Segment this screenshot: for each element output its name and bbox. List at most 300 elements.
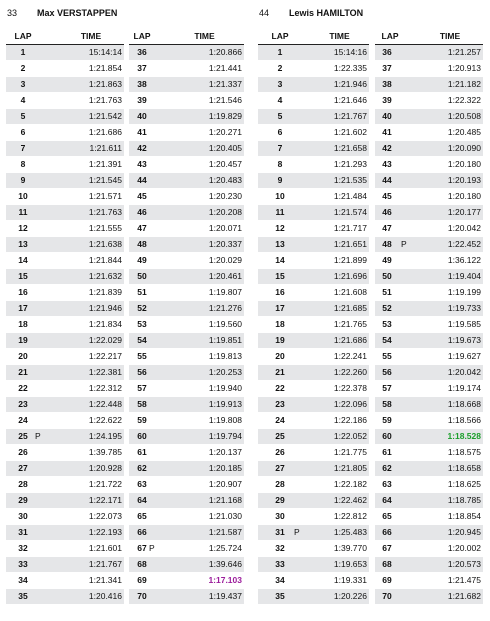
- lap-number: 25: [275, 431, 285, 441]
- lap-time: 1:20.177: [447, 207, 481, 217]
- lap-number: 47: [137, 223, 147, 233]
- table-row: [6, 493, 124, 509]
- lap-number: 69: [137, 575, 147, 585]
- table-row: [129, 301, 244, 317]
- table-row: [129, 285, 244, 301]
- lap-time: 1:22.029: [88, 335, 122, 345]
- lap-cell: [258, 205, 302, 220]
- lap-time: 1:21.293: [333, 159, 367, 169]
- lap-number: 21: [18, 367, 28, 377]
- lap-cell: [258, 269, 302, 284]
- table-row: [129, 477, 244, 493]
- lap-time: 1:22.073: [88, 511, 122, 521]
- lap-cell: [6, 173, 40, 188]
- lap-number: 38: [137, 79, 147, 89]
- table-row: [258, 525, 369, 541]
- table-row: [129, 205, 244, 221]
- driver-number: 33: [7, 8, 18, 18]
- lap-cell: [375, 381, 405, 396]
- table-row: [375, 45, 483, 61]
- lap-cell: [375, 493, 405, 508]
- lap-time: 1:19.807: [208, 287, 242, 297]
- table-row: [258, 413, 369, 429]
- lap-number: 47: [382, 223, 392, 233]
- table-body: [258, 45, 369, 605]
- table-row: [6, 93, 124, 109]
- lap-cell: [129, 221, 155, 236]
- lap-time: 1:20.913: [447, 63, 481, 73]
- lap-number: 28: [18, 479, 28, 489]
- lap-time: 1:21.555: [88, 223, 122, 233]
- table-row: [258, 589, 369, 605]
- table-row: [258, 509, 369, 525]
- lap-number: 68: [382, 559, 392, 569]
- pit-stop-marker: P: [35, 431, 41, 441]
- table-row: [258, 45, 369, 61]
- lap-time: 1:19.813: [208, 351, 242, 361]
- lap-number: 2: [277, 63, 283, 73]
- lap-number: 53: [137, 319, 147, 329]
- table-row: [6, 349, 124, 365]
- table-row: [375, 253, 483, 269]
- lap-number: 38: [382, 79, 392, 89]
- table-row: [129, 557, 244, 573]
- table-row: [375, 509, 483, 525]
- table-row: [129, 397, 244, 413]
- lap-column-header: LAP: [14, 31, 32, 41]
- lap-number: 36: [382, 47, 392, 57]
- table-row: [375, 365, 483, 381]
- table-row: [129, 541, 244, 557]
- lap-cell: [375, 557, 405, 572]
- lap-cell: [6, 573, 40, 588]
- lap-time: 1:39.770: [333, 543, 367, 553]
- lap-column-header: LAP: [381, 31, 399, 41]
- lap-number: 10: [18, 191, 28, 201]
- table-row: [129, 237, 244, 253]
- lap-time: 1:20.071: [208, 223, 242, 233]
- lap-number: 39: [382, 95, 392, 105]
- lap-time: 1:21.341: [88, 575, 122, 585]
- lap-number: 26: [275, 447, 285, 457]
- lap-time: 1:22.182: [333, 479, 367, 489]
- lap-cell: [258, 125, 302, 140]
- lap-number: 20: [18, 351, 28, 361]
- lap-cell: [375, 45, 405, 60]
- lap-column-header: LAP: [271, 31, 289, 41]
- table-row: [129, 349, 244, 365]
- lap-number: 27: [275, 463, 285, 473]
- lap-time: 1:21.571: [88, 191, 122, 201]
- lap-cell: [375, 125, 405, 140]
- lap-time: 1:21.535: [333, 175, 367, 185]
- lap-times-table: [375, 29, 483, 605]
- table-row: [375, 573, 483, 589]
- lap-time: 1:22.193: [88, 527, 122, 537]
- lap-number: 11: [275, 207, 285, 217]
- table-row: [129, 93, 244, 109]
- lap-cell: [129, 237, 155, 252]
- table-row: [129, 573, 244, 589]
- lap-cell: [129, 493, 155, 508]
- lap-number: 24: [275, 415, 285, 425]
- lap-cell: [129, 157, 155, 172]
- lap-number: 70: [382, 591, 392, 601]
- lap-cell: [6, 45, 40, 60]
- lap-time: 1:20.029: [208, 255, 242, 265]
- lap-number: 20: [275, 351, 285, 361]
- lap-number: 29: [275, 495, 285, 505]
- table-row: [375, 461, 483, 477]
- lap-number: 68: [137, 559, 147, 569]
- lap-cell: [375, 61, 405, 76]
- lap-number: 48: [382, 239, 392, 249]
- lap-time: 1:22.186: [333, 415, 367, 425]
- lap-cell: [129, 477, 155, 492]
- lap-number: 56: [137, 367, 147, 377]
- lap-number: 57: [382, 383, 392, 393]
- table-row: [375, 173, 483, 189]
- table-row: [129, 413, 244, 429]
- lap-time: 1:21.686: [88, 127, 122, 137]
- lap-cell: [375, 477, 405, 492]
- table-row: [6, 173, 124, 189]
- lap-time: 1:19.733: [447, 303, 481, 313]
- table-row: [258, 477, 369, 493]
- lap-cell: [375, 541, 405, 556]
- lap-cell: [375, 189, 405, 204]
- lap-number: 55: [137, 351, 147, 361]
- table-row: [6, 557, 124, 573]
- table-row: [129, 221, 244, 237]
- lap-time: 1:22.462: [333, 495, 367, 505]
- lap-cell: [258, 381, 302, 396]
- table-row: [129, 77, 244, 93]
- lap-time: 1:19.404: [447, 271, 481, 281]
- lap-time: 1:18.785: [447, 495, 481, 505]
- table-header: [129, 29, 244, 45]
- table-row: [258, 285, 369, 301]
- lap-number: 45: [137, 191, 147, 201]
- table-row: [6, 269, 124, 285]
- lap-time: 1:20.907: [208, 479, 242, 489]
- lap-time: 1:19.673: [447, 335, 481, 345]
- fastest-overall-lap-time: 1:17.103: [208, 575, 242, 585]
- lap-cell: [6, 509, 40, 524]
- lap-time: 1:22.217: [88, 351, 122, 361]
- table-row: [129, 125, 244, 141]
- lap-number: 35: [275, 591, 285, 601]
- lap-time: 1:21.899: [333, 255, 367, 265]
- lap-number: 61: [382, 447, 392, 457]
- lap-number: 42: [382, 143, 392, 153]
- table-row: [375, 557, 483, 573]
- table-row: [375, 445, 483, 461]
- table-row: [258, 445, 369, 461]
- lap-cell: [6, 221, 40, 236]
- lap-time: 1:21.946: [333, 79, 367, 89]
- lap-time: 1:21.475: [447, 575, 481, 585]
- lap-times-table: [6, 29, 124, 605]
- lap-number: 49: [137, 255, 147, 265]
- lap-time: 15:14:16: [333, 47, 367, 57]
- lap-cell: [129, 269, 155, 284]
- table-row: [258, 221, 369, 237]
- table-row: [129, 173, 244, 189]
- lap-time: 1:20.866: [208, 47, 242, 57]
- lap-cell: [375, 429, 405, 444]
- lap-number: 36: [137, 47, 147, 57]
- lap-number: 60: [382, 431, 392, 441]
- table-body: [129, 45, 244, 605]
- lap-number: 46: [137, 207, 147, 217]
- lap-cell: [129, 397, 155, 412]
- lap-number: 51: [382, 287, 392, 297]
- lap-time: 15:14:14: [88, 47, 122, 57]
- lap-time: 1:18.575: [447, 447, 481, 457]
- lap-cell: [258, 61, 302, 76]
- lap-time: 1:20.002: [447, 543, 481, 553]
- lap-number: 6: [20, 127, 26, 137]
- lap-column-header: LAP: [133, 31, 151, 41]
- lap-cell: [258, 365, 302, 380]
- lap-time: 1:21.839: [88, 287, 122, 297]
- table-row: [375, 477, 483, 493]
- table-row: [375, 93, 483, 109]
- lap-time: 1:18.566: [447, 415, 481, 425]
- lap-cell: [6, 381, 40, 396]
- table-row: [375, 333, 483, 349]
- table-row: [375, 301, 483, 317]
- lap-time: 1:21.257: [447, 47, 481, 57]
- driver-header: [259, 6, 363, 20]
- lap-cell: [375, 349, 405, 364]
- table-row: [129, 141, 244, 157]
- lap-cell: [129, 573, 155, 588]
- driver-number: 44: [259, 8, 270, 18]
- lap-time: 1:19.331: [333, 575, 367, 585]
- lap-cell: [375, 589, 405, 604]
- lap-time: 1:21.767: [333, 111, 367, 121]
- table-row: [6, 253, 124, 269]
- lap-time: 1:20.137: [208, 447, 242, 457]
- table-row: [129, 509, 244, 525]
- lap-number: 15: [18, 271, 28, 281]
- lap-cell: [129, 285, 155, 300]
- lap-cell: [375, 253, 405, 268]
- table-row: [375, 349, 483, 365]
- lap-number: 50: [137, 271, 147, 281]
- lap-cell: [375, 317, 405, 332]
- lap-cell: [129, 189, 155, 204]
- lap-time: 1:20.483: [208, 175, 242, 185]
- table-row: [258, 93, 369, 109]
- lap-time: 1:20.208: [208, 207, 242, 217]
- lap-cell: [375, 205, 405, 220]
- table-row: [6, 45, 124, 61]
- lap-cell: [258, 349, 302, 364]
- lap-cell: [6, 397, 40, 412]
- lap-number: 66: [137, 527, 147, 537]
- lap-time: 1:22.322: [447, 95, 481, 105]
- table-row: [6, 125, 124, 141]
- lap-number: 42: [137, 143, 147, 153]
- lap-number: 6: [277, 127, 283, 137]
- lap-time: 1:21.834: [88, 319, 122, 329]
- lap-cell: [258, 301, 302, 316]
- lap-time: 1:21.546: [208, 95, 242, 105]
- table-row: [258, 125, 369, 141]
- table-row: [129, 45, 244, 61]
- table-row: [6, 237, 124, 253]
- lap-number: 43: [382, 159, 392, 169]
- lap-time: 1:21.337: [208, 79, 242, 89]
- table-row: [129, 61, 244, 77]
- table-row: [6, 301, 124, 317]
- table-row: [375, 237, 483, 253]
- lap-time: 1:19.940: [208, 383, 242, 393]
- lap-number: 40: [382, 111, 392, 121]
- lap-cell: [129, 173, 155, 188]
- lap-time: 1:19.437: [208, 591, 242, 601]
- table-row: [375, 77, 483, 93]
- table-row: [258, 77, 369, 93]
- lap-time: 1:21.946: [88, 303, 122, 313]
- lap-number: 34: [18, 575, 28, 585]
- table-row: [375, 525, 483, 541]
- lap-cell: [375, 397, 405, 412]
- lap-cell: [6, 189, 40, 204]
- lap-number: 61: [137, 447, 147, 457]
- lap-cell: [129, 509, 155, 524]
- table-body: [6, 45, 124, 605]
- pit-stop-marker: P: [149, 543, 155, 553]
- table-row: [6, 317, 124, 333]
- lap-cell: [6, 349, 40, 364]
- lap-number: 27: [18, 463, 28, 473]
- lap-time: 1:22.335: [333, 63, 367, 73]
- table-row: [6, 109, 124, 125]
- table-row: [6, 461, 124, 477]
- lap-number: 67: [382, 543, 392, 553]
- lap-time: 1:21.602: [333, 127, 367, 137]
- lap-number: 46: [382, 207, 392, 217]
- lap-cell: [129, 429, 155, 444]
- table-row: [375, 317, 483, 333]
- table-row: [258, 349, 369, 365]
- lap-time: 1:22.448: [88, 399, 122, 409]
- lap-number: 30: [18, 511, 28, 521]
- lap-cell: [6, 365, 40, 380]
- lap-number: 24: [18, 415, 28, 425]
- lap-cell: [258, 557, 302, 572]
- lap-number: 54: [137, 335, 147, 345]
- lap-cell: [129, 557, 155, 572]
- lap-number: 22: [18, 383, 28, 393]
- table-row: [258, 61, 369, 77]
- table-row: [375, 269, 483, 285]
- lap-cell: [375, 413, 405, 428]
- lap-cell: [129, 349, 155, 364]
- lap-cell: [129, 317, 155, 332]
- table-row: [258, 205, 369, 221]
- time-column-header: TIME: [439, 31, 461, 41]
- lap-time: 1:21.611: [89, 143, 122, 153]
- lap-time: 1:18.658: [447, 463, 481, 473]
- lap-number: 1: [20, 47, 26, 57]
- lap-time: 1:21.276: [208, 303, 242, 313]
- lap-number: 13: [18, 239, 28, 249]
- lap-time: 1:18.625: [447, 479, 481, 489]
- lap-cell: [375, 461, 405, 476]
- lap-number: 48: [137, 239, 147, 249]
- lap-cell: [129, 253, 155, 268]
- table-row: [258, 493, 369, 509]
- table-row: [375, 413, 483, 429]
- lap-time: 1:20.271: [208, 127, 242, 137]
- lap-time: 1:21.686: [333, 335, 367, 345]
- lap-cell: [258, 509, 302, 524]
- table-row: [258, 541, 369, 557]
- lap-number: 8: [277, 159, 283, 169]
- table-row: [129, 157, 244, 173]
- lap-time: 1:21.646: [333, 95, 367, 105]
- lap-cell: [258, 541, 302, 556]
- lap-time: 1:21.587: [208, 527, 242, 537]
- lap-time: 1:22.381: [88, 367, 122, 377]
- table-row: [6, 589, 124, 605]
- lap-number: 52: [382, 303, 392, 313]
- lap-time: 1:19.585: [447, 319, 481, 329]
- lap-cell: [375, 141, 405, 156]
- table-row: [375, 589, 483, 605]
- lap-number: 5: [277, 111, 283, 121]
- table-row: [6, 141, 124, 157]
- lap-number: 49: [382, 255, 392, 265]
- lap-time: 1:19.653: [333, 559, 367, 569]
- lap-number: 63: [137, 479, 147, 489]
- table-row: [6, 397, 124, 413]
- lap-number: 64: [137, 495, 147, 505]
- lap-time: 1:21.638: [88, 239, 122, 249]
- lap-time: 1:21.763: [88, 207, 122, 217]
- lap-number: 25: [18, 431, 28, 441]
- lap-time: 1:19.794: [208, 431, 242, 441]
- table-row: [129, 525, 244, 541]
- table-row: [375, 157, 483, 173]
- lap-cell: [6, 141, 40, 156]
- lap-number: 16: [18, 287, 28, 297]
- lap-number: 59: [137, 415, 147, 425]
- lap-cell: [6, 301, 40, 316]
- lap-cell: [6, 157, 40, 172]
- lap-time: 1:19.627: [447, 351, 481, 361]
- lap-time: 1:20.180: [447, 191, 481, 201]
- lap-cell: [6, 253, 40, 268]
- lap-number: 17: [18, 303, 28, 313]
- lap-number: 13: [275, 239, 285, 249]
- lap-cell: [129, 461, 155, 476]
- table-row: [375, 429, 483, 445]
- lap-time: 1:20.337: [208, 239, 242, 249]
- lap-number: 9: [20, 175, 26, 185]
- table-row: [6, 365, 124, 381]
- table-row: [129, 493, 244, 509]
- lap-cell: [258, 333, 302, 348]
- lap-time: 1:39.646: [208, 559, 242, 569]
- lap-cell: [6, 477, 40, 492]
- lap-time: 1:20.193: [447, 175, 481, 185]
